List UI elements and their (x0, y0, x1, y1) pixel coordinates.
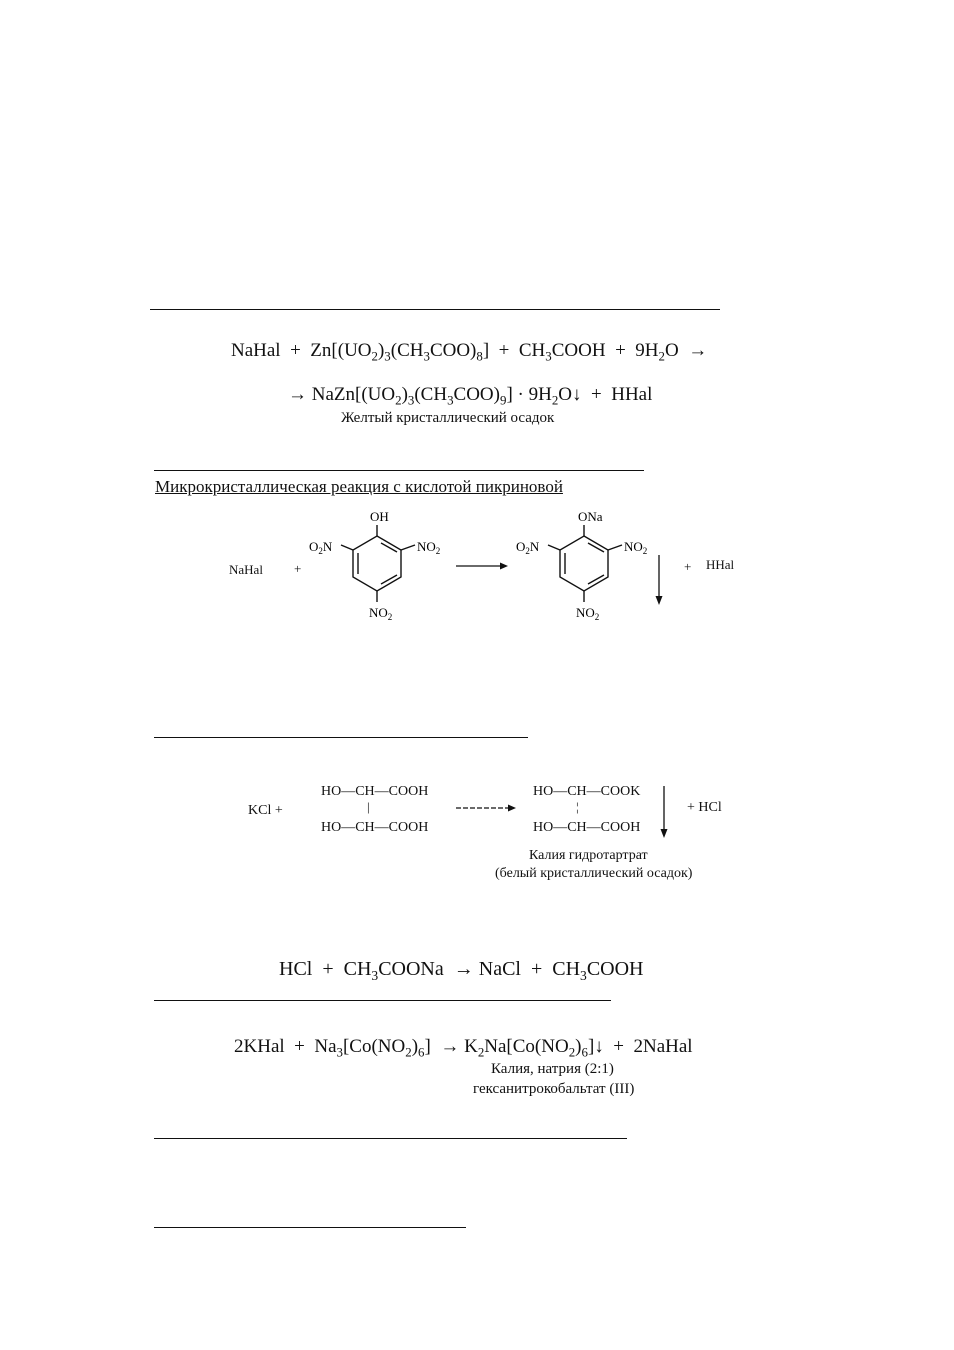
hydrotartrate-bond: ¦ (576, 799, 579, 814)
picric-acid-structure (305, 505, 455, 625)
blank-line-5 (154, 1138, 627, 1139)
reaction-5-caption-2: гексанитрокобальтат (III) (473, 1081, 635, 1097)
hydrotartrate-top: HO—CH—COOK (533, 784, 641, 799)
precipitate-arrow-3 (658, 786, 670, 838)
reaction-1-line-2: → $NaZn[(UO_2)_3(CH_3COO)_9]$ · $9H_2O↓$ + HHal (288, 384, 653, 408)
reaction-3-byproduct: + HCl (687, 800, 722, 815)
svg-text:NO2: $NO_2$ (417, 539, 441, 556)
section-heading-picric: Микрокристаллическая реакция с кислотой пикриновой (155, 477, 563, 496)
reaction-2-arrow (456, 561, 508, 571)
reaction-3-reagent: KCl + (248, 803, 283, 818)
svg-text:O2N: $O_2N$ (516, 539, 540, 556)
reaction-1-caption: Желтый кристаллический осадок (341, 410, 555, 426)
svg-text:NO2: $NO_2$ (369, 605, 393, 622)
reaction-3-arrow (456, 803, 516, 813)
tartaric-acid-bottom: HO—CH—COOH (321, 820, 429, 835)
hydrotartrate-bottom: HO—CH—COOH (533, 820, 641, 835)
reaction-4: HCl + $CH_3COONa$ → NaCl + $CH_3COOH$ (279, 958, 644, 983)
ona-label: ONa (578, 509, 603, 524)
reaction-2-plus-right: + (684, 559, 692, 574)
reaction-2-reagent: NaHal (229, 562, 263, 577)
tartaric-acid-top: HO—CH—COOH (321, 784, 429, 799)
blank-line-1 (150, 309, 720, 310)
tartaric-acid-bond: | (367, 799, 370, 814)
reaction-2-plus-left: + (294, 561, 302, 576)
reaction-5: 2KHal + $Na_3[Co(NO_2)_6]$ → $K_2Na[Co(NO_2)_6]↓$ + 2NaHal (234, 1036, 693, 1060)
reaction-2-product: HHal (706, 557, 735, 572)
blank-line-4 (154, 1000, 611, 1001)
reaction-5-caption-1: Калия, натрия (2:1) (491, 1061, 614, 1077)
blank-line-2 (154, 470, 644, 471)
reaction-1-line-1: NaHal + $Zn[(UO_2)_3(CH_3COO)_8]$ + $CH_3COOH + 9H_2O$ → (231, 340, 708, 364)
reaction-3-caption-2: (белый кристаллический осадок) (495, 866, 693, 881)
blank-line-6 (154, 1227, 466, 1228)
sodium-picrate-structure (512, 505, 667, 625)
oh-label: OH (370, 509, 389, 524)
svg-text:NO2: $NO_2$ (624, 539, 648, 556)
precipitate-arrow-2 (653, 555, 665, 605)
svg-text:NO2: $NO_2$ (576, 605, 600, 622)
svg-text:O2N: $O_2N$ (309, 539, 333, 556)
reaction-3-caption-1: Калия гидротартрат (529, 848, 648, 863)
reaction-1-reagent: NaHal (231, 340, 281, 361)
blank-line-3 (154, 737, 528, 738)
